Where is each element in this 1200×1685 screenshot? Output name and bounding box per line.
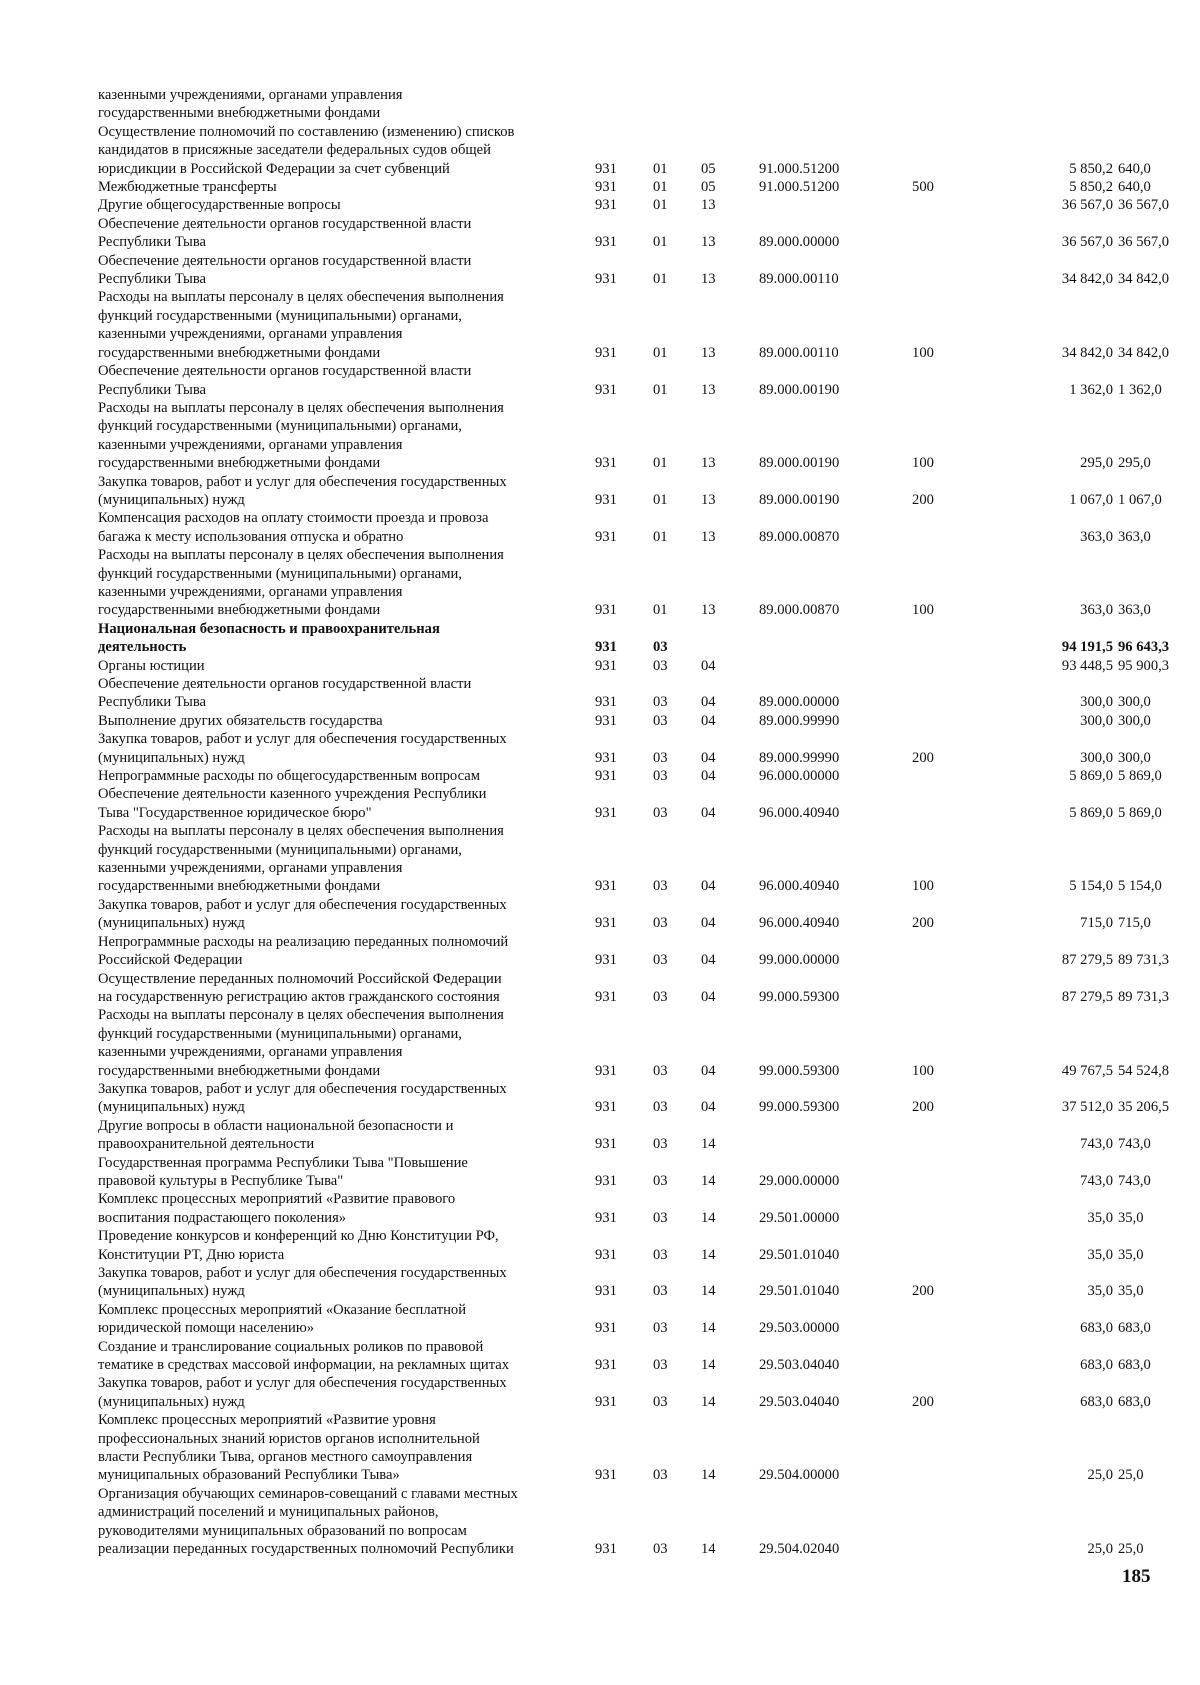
row-description: Государственная программа Республики Тыва "Повышение правовой культуры в Республике Тыва" [98, 1154, 468, 1189]
subsection-code: 04 [701, 915, 716, 932]
ministry-code: 931 [595, 915, 617, 932]
target-article-code: 29.503.04040 [759, 1393, 840, 1410]
row-description: Закупка товаров, работ и услуг для обеспечения государственных (муниципальных) нужд [98, 731, 507, 766]
subsection-code: 13 [701, 344, 716, 361]
table-row [98, 822, 1162, 896]
table-row [98, 970, 1170, 1007]
amount-year-1: 34 842,0 [1061, 271, 1113, 288]
amount-year-1: 35,0 [1087, 1246, 1113, 1263]
row-description: Выполнение других обязательств государства [98, 712, 383, 729]
section-code: 03 [653, 1393, 668, 1410]
section-code: 03 [653, 878, 668, 895]
amount-year-1: 49 767,5 [1061, 1062, 1113, 1079]
subsection-code: 04 [701, 694, 716, 711]
amount-year-2: 683,0 [1118, 1393, 1151, 1410]
row-description: Другие общегосударственные вопросы [98, 197, 341, 214]
ministry-code: 931 [595, 712, 617, 729]
amount-year-1: 94 191,5 [1061, 639, 1113, 656]
amount-year-1: 25,0 [1087, 1467, 1113, 1484]
amount-year-2: 363,0 [1118, 528, 1151, 545]
row-description: Компенсация расходов на оплату стоимости проезда и провоза багажа к месту использования отпуска и обратно [98, 510, 489, 545]
target-article-code: 29.501.01040 [759, 1283, 840, 1300]
amount-year-2: 36 567,0 [1118, 197, 1170, 214]
row-description: Расходы на выплаты персоналу в целях обеспечения выполнения функций государственными (муниципальными) органами, казенными учреждениями, органами управления государственными внебюджетными фондами [98, 547, 504, 619]
subsection-code: 04 [701, 712, 716, 729]
amount-year-1: 683,0 [1080, 1320, 1113, 1337]
ministry-code: 931 [595, 1467, 617, 1484]
row-description: Национальная безопасность и правоохранительная деятельность [98, 620, 440, 656]
row-description: Проведение конкурсов и конференций ко Дню Конституции РФ, Конституции РТ, Дню юриста [98, 1228, 499, 1263]
amount-year-2: 34 842,0 [1118, 344, 1170, 361]
ministry-code: 931 [595, 271, 617, 288]
subsection-code: 13 [701, 491, 716, 508]
table-row [98, 288, 1170, 362]
ministry-code: 931 [595, 528, 617, 545]
table-row [98, 1374, 1158, 1411]
expense-type-code: 100 [912, 344, 934, 361]
ministry-code: 931 [595, 179, 617, 196]
table-row [98, 1485, 1158, 1559]
row-description: Непрограммные расходы на реализацию переданных полномочий Российской Федерации [98, 933, 509, 969]
amount-year-2: 95 900,3 [1118, 657, 1170, 674]
row-description: Расходы на выплаты персоналу в целях обеспечения выполнения функций государственными (муниципальными) органами, казенными учреждениями, органами управления государственными внебюджетными фондами [98, 823, 504, 895]
row-description: Закупка товаров, работ и услуг для обеспечения государственных (муниципальных) нужд [98, 896, 507, 932]
amount-year-2: 295,0 [1118, 455, 1151, 472]
section-code: 03 [653, 768, 668, 785]
amount-year-2: 36 567,0 [1118, 234, 1170, 251]
row-description: Расходы на выплаты персоналу в целях обеспечения выполнения функций государственными (муниципальными) органами, казенными учреждениями, органами управления государственными внебюджетными фондами [98, 289, 504, 361]
table-row [98, 1301, 1158, 1338]
row-description: Органы юстиции [98, 657, 205, 674]
row-description: Обеспечение деятельности органов государственной власти Республики Тыва [98, 363, 472, 398]
subsection-code: 13 [701, 602, 716, 619]
subsection-code: 04 [701, 1062, 716, 1079]
amount-year-1: 1 067,0 [1069, 491, 1113, 508]
amount-year-2: 25,0 [1118, 1541, 1144, 1558]
subsection-code: 14 [701, 1246, 716, 1263]
subsection-code: 04 [701, 952, 716, 969]
row-description: Другие вопросы в области национальной безопасности и правоохранительной деятельности [98, 1117, 454, 1153]
target-article-code: 91.000.51200 [759, 179, 840, 196]
ministry-code: 931 [595, 1393, 617, 1410]
target-article-code: 99.000.59300 [759, 1099, 840, 1116]
table-row [98, 767, 1162, 785]
ministry-code: 931 [595, 768, 617, 785]
section-code: 03 [653, 1172, 668, 1189]
ministry-code: 931 [595, 1209, 617, 1226]
ministry-code: 931 [595, 804, 617, 821]
amount-year-1: 1 362,0 [1069, 381, 1113, 398]
table-row [98, 1264, 1158, 1301]
amount-year-1: 36 567,0 [1061, 234, 1113, 251]
row-description: Межбюджетные трансферты [98, 179, 277, 196]
amount-year-1: 5 154,0 [1069, 878, 1113, 895]
subsection-code: 13 [701, 271, 716, 288]
amount-year-1: 715,0 [1080, 915, 1113, 932]
subsection-code: 05 [701, 160, 716, 177]
subsection-code: 13 [701, 234, 716, 251]
amount-year-2: 5 869,0 [1118, 804, 1162, 821]
ministry-code: 931 [595, 1172, 617, 1189]
amount-year-1: 25,0 [1087, 1541, 1113, 1558]
target-article-code: 29.000.00000 [759, 1172, 840, 1189]
section-code: 01 [653, 179, 668, 196]
amount-year-2: 5 869,0 [1118, 768, 1162, 785]
section-code: 03 [653, 1357, 668, 1374]
target-article-code: 99.000.59300 [759, 1062, 840, 1079]
table-row [98, 657, 1170, 675]
table-row [98, 1080, 1170, 1117]
subsection-code: 14 [701, 1357, 716, 1374]
row-description: Обеспечение деятельности органов государственной власти Республики Тыва [98, 252, 472, 288]
subsection-code: 14 [701, 1136, 716, 1153]
subsection-code: 14 [701, 1393, 716, 1410]
amount-year-1: 37 512,0 [1061, 1099, 1113, 1116]
subsection-code: 14 [701, 1320, 716, 1337]
target-article-code: 89.000.00870 [759, 602, 840, 619]
ministry-code: 931 [595, 1357, 617, 1374]
amount-year-1: 683,0 [1080, 1393, 1113, 1410]
row-description: Осуществление полномочий по составлению (изменению) списков кандидатов в присяжные заседатели федеральных судов общей юрисдикции в Российской Федерации за счет субвенций [98, 123, 515, 177]
ministry-code: 931 [595, 749, 617, 766]
table-row [98, 1154, 1158, 1191]
target-article-code: 29.503.00000 [759, 1320, 840, 1337]
section-code: 01 [653, 344, 668, 361]
amount-year-1: 300,0 [1080, 694, 1113, 711]
amount-year-1: 363,0 [1080, 602, 1113, 619]
target-article-code: 96.000.40940 [759, 915, 840, 932]
subsection-code: 14 [701, 1172, 716, 1189]
subsection-code: 13 [701, 381, 716, 398]
ministry-code: 931 [595, 234, 617, 251]
table-row [98, 712, 1158, 730]
amount-year-1: 300,0 [1080, 712, 1113, 729]
section-code: 01 [653, 528, 668, 545]
amount-year-2: 25,0 [1118, 1467, 1144, 1484]
subsection-code: 14 [701, 1283, 716, 1300]
target-article-code: 89.000.00190 [759, 455, 840, 472]
section-code: 03 [653, 1283, 668, 1300]
row-description: казенными учреждениями, органами управления государственными внебюджетными фондами [98, 87, 403, 122]
target-article-code: 29.501.00000 [759, 1209, 840, 1226]
ministry-code: 931 [595, 657, 617, 674]
section-code: 03 [653, 1136, 668, 1153]
row-description: Создание и транслирование социальных роликов по правовой тематике в средствах массовой информации, на рекламных щитах [98, 1338, 510, 1374]
row-description: Обеспечение деятельности казенного учреждения Республики Тыва "Государственное юридическое бюро" [98, 786, 487, 821]
amount-year-2: 300,0 [1118, 712, 1151, 729]
ministry-code: 931 [595, 878, 617, 895]
amount-year-1: 743,0 [1080, 1172, 1113, 1189]
ministry-code: 931 [595, 455, 617, 472]
ministry-code: 931 [595, 694, 617, 711]
table-row [98, 1117, 1158, 1154]
subsection-code: 13 [701, 528, 716, 545]
row-description: Комплекс процессных мероприятий «Развитие правового воспитания подрастающего поколения» [98, 1191, 456, 1226]
ministry-code: 931 [595, 1320, 617, 1337]
table-row [98, 362, 1162, 399]
amount-year-2: 363,0 [1118, 602, 1151, 619]
subsection-code: 04 [701, 878, 716, 895]
table-row [98, 546, 1158, 620]
ministry-code: 931 [595, 491, 617, 508]
table-row [98, 785, 1162, 822]
amount-year-2: 683,0 [1118, 1320, 1151, 1337]
section-code: 03 [653, 1541, 668, 1558]
ministry-code: 931 [595, 160, 617, 177]
subsection-code: 04 [701, 768, 716, 785]
table-row [98, 1227, 1158, 1264]
target-article-code: 89.000.99990 [759, 712, 840, 729]
expense-type-code: 100 [912, 878, 934, 895]
row-description: Обеспечение деятельности органов государственной власти Республики Тыва [98, 215, 472, 251]
section-code: 03 [653, 657, 668, 674]
row-description: Закупка товаров, работ и услуг для обеспечения государственных (муниципальных) нужд [98, 473, 507, 508]
target-article-code: 89.000.00000 [759, 234, 840, 251]
expense-type-code: 200 [912, 1283, 934, 1300]
section-code: 01 [653, 234, 668, 251]
subsection-code: 13 [701, 197, 716, 214]
ministry-code: 931 [595, 988, 617, 1005]
section-code: 03 [653, 915, 668, 932]
amount-year-2: 683,0 [1118, 1357, 1151, 1374]
section-code: 03 [653, 639, 668, 656]
amount-year-2: 34 842,0 [1118, 271, 1170, 288]
section-code: 03 [653, 952, 668, 969]
budget-table [98, 86, 1170, 1559]
table-row [98, 620, 1170, 657]
expense-type-code: 200 [912, 1099, 934, 1116]
expense-type-code: 100 [912, 1062, 934, 1079]
ministry-code: 931 [595, 1541, 617, 1558]
table-row [98, 178, 1158, 196]
subsection-code: 14 [701, 1209, 716, 1226]
subsection-code: 13 [701, 455, 716, 472]
table-row [98, 1338, 1158, 1375]
section-code: 01 [653, 381, 668, 398]
table-row [98, 1190, 1158, 1227]
section-code: 03 [653, 1246, 668, 1263]
target-article-code: 89.000.00190 [759, 491, 840, 508]
table-row [98, 933, 1170, 970]
amount-year-2: 5 154,0 [1118, 878, 1162, 895]
ministry-code: 931 [595, 602, 617, 619]
amount-year-2: 743,0 [1118, 1172, 1151, 1189]
section-code: 03 [653, 1099, 668, 1116]
amount-year-1: 93 448,5 [1061, 657, 1113, 674]
amount-year-2: 54 524,8 [1118, 1062, 1170, 1079]
amount-year-2: 96 643,3 [1118, 639, 1170, 656]
amount-year-1: 683,0 [1080, 1357, 1113, 1374]
table-row [98, 675, 1158, 712]
amount-year-2: 743,0 [1118, 1136, 1151, 1153]
expense-type-code: 200 [912, 749, 934, 766]
target-article-code: 96.000.40940 [759, 878, 840, 895]
amount-year-2: 715,0 [1118, 915, 1151, 932]
row-description: Непрограммные расходы по общегосударственным вопросам [98, 768, 480, 785]
expense-type-code: 100 [912, 602, 934, 619]
row-description: Закупка товаров, работ и услуг для обеспечения государственных (муниципальных) нужд [98, 1265, 507, 1300]
amount-year-1: 743,0 [1080, 1136, 1113, 1153]
expense-type-code: 500 [912, 179, 934, 196]
target-article-code: 89.000.99990 [759, 749, 840, 766]
amount-year-1: 5 850,2 [1069, 179, 1113, 196]
ministry-code: 931 [595, 1246, 617, 1263]
section-code: 01 [653, 602, 668, 619]
target-article-code: 96.000.00000 [759, 768, 840, 785]
subsection-code: 05 [701, 179, 716, 196]
target-article-code: 89.000.00110 [759, 271, 839, 288]
row-description: Комплекс процессных мероприятий «Оказание бесплатной юридической помощи населению» [98, 1301, 467, 1337]
ministry-code: 931 [595, 197, 617, 214]
target-article-code: 29.501.01040 [759, 1246, 840, 1263]
amount-year-2: 35,0 [1118, 1246, 1144, 1263]
amount-year-2: 35,0 [1118, 1209, 1144, 1226]
amount-year-1: 5 850,2 [1069, 160, 1113, 177]
section-code: 01 [653, 197, 668, 214]
target-article-code: 89.000.00110 [759, 344, 839, 361]
section-code: 03 [653, 712, 668, 729]
amount-year-2: 640,0 [1118, 179, 1151, 196]
ministry-code: 931 [595, 344, 617, 361]
ministry-code: 931 [595, 639, 617, 656]
row-description: Расходы на выплаты персоналу в целях обеспечения выполнения функций государственными (муниципальными) органами, казенными учреждениями, органами управления государственными внебюджетными фондами [98, 1007, 504, 1079]
section-code: 03 [653, 694, 668, 711]
target-article-code: 29.504.00000 [759, 1467, 840, 1484]
section-code: 03 [653, 804, 668, 821]
section-code: 03 [653, 1320, 668, 1337]
expense-type-code: 200 [912, 491, 934, 508]
section-code: 01 [653, 491, 668, 508]
row-description: Закупка товаров, работ и услуг для обеспечения государственных (муниципальных) нужд [98, 1375, 507, 1410]
table-row [98, 1411, 1158, 1485]
table-row [98, 252, 1170, 289]
amount-year-2: 1 067,0 [1118, 491, 1162, 508]
amount-year-1: 34 842,0 [1061, 344, 1113, 361]
amount-year-1: 87 279,5 [1061, 952, 1113, 969]
section-code: 03 [653, 1467, 668, 1484]
amount-year-2: 640,0 [1118, 160, 1151, 177]
page-number: 185 [1122, 1566, 1151, 1587]
ministry-code: 931 [595, 1099, 617, 1116]
row-description: Осуществление переданных полномочий Российской Федерации на государственную регистрацию актов гражданского состояния [98, 970, 502, 1005]
row-description: Обеспечение деятельности органов государственной власти Республики Тыва [98, 676, 472, 711]
subsection-code: 14 [701, 1541, 716, 1558]
expense-type-code: 100 [912, 455, 934, 472]
subsection-code: 04 [701, 804, 716, 821]
section-code: 03 [653, 749, 668, 766]
ministry-code: 931 [595, 381, 617, 398]
target-article-code: 99.000.59300 [759, 988, 840, 1005]
expense-type-code: 200 [912, 915, 934, 932]
target-article-code: 89.000.00000 [759, 694, 840, 711]
amount-year-1: 36 567,0 [1061, 197, 1113, 214]
target-article-code: 89.000.00870 [759, 528, 840, 545]
table-row [98, 896, 1158, 933]
subsection-code: 04 [701, 988, 716, 1005]
table-row [98, 730, 1158, 767]
section-code: 01 [653, 271, 668, 288]
amount-year-2: 89 731,3 [1118, 952, 1170, 969]
subsection-code: 04 [701, 749, 716, 766]
amount-year-1: 35,0 [1087, 1283, 1113, 1300]
subsection-code: 04 [701, 1099, 716, 1116]
section-code: 03 [653, 1062, 668, 1079]
amount-year-1: 5 869,0 [1069, 804, 1113, 821]
amount-year-1: 300,0 [1080, 749, 1113, 766]
amount-year-2: 300,0 [1118, 694, 1151, 711]
target-article-code: 29.503.04040 [759, 1357, 840, 1374]
amount-year-1: 295,0 [1080, 455, 1113, 472]
row-description: Организация обучающих семинаров-совещаний с главами местных администраций поселений и муниципальных районов, руководителями муниципальных образований по вопросам реализации переданных государственных полномочий Республики [98, 1485, 518, 1558]
target-article-code: 96.000.40940 [759, 804, 840, 821]
row-description: Расходы на выплаты персоналу в целях обеспечения выполнения функций государственными (муниципальными) органами, казенными учреждениями, органами управления государственными внебюджетными фондами [98, 399, 504, 472]
amount-year-2: 300,0 [1118, 749, 1151, 766]
table-row [98, 196, 1170, 214]
table-row [98, 473, 1162, 510]
table-row [98, 215, 1170, 252]
amount-year-1: 35,0 [1087, 1209, 1113, 1226]
amount-year-2: 35,0 [1118, 1283, 1144, 1300]
table-row [98, 86, 1158, 123]
section-code: 03 [653, 1209, 668, 1226]
table-row [98, 509, 1158, 546]
ministry-code: 931 [595, 952, 617, 969]
subsection-code: 04 [701, 657, 716, 674]
subsection-code: 14 [701, 1467, 716, 1484]
amount-year-1: 87 279,5 [1061, 988, 1113, 1005]
table-row [98, 123, 1158, 178]
row-description: Закупка товаров, работ и услуг для обеспечения государственных (муниципальных) нужд [98, 1080, 507, 1116]
amount-year-2: 1 362,0 [1118, 381, 1162, 398]
section-code: 01 [653, 160, 668, 177]
amount-year-1: 363,0 [1080, 528, 1113, 545]
table-row [98, 399, 1158, 473]
target-article-code: 99.000.00000 [759, 952, 840, 969]
amount-year-2: 89 731,3 [1118, 988, 1170, 1005]
target-article-code: 91.000.51200 [759, 160, 840, 177]
amount-year-2: 35 206,5 [1118, 1099, 1170, 1116]
section-code: 03 [653, 988, 668, 1005]
amount-year-1: 5 869,0 [1069, 768, 1113, 785]
target-article-code: 89.000.00190 [759, 381, 840, 398]
ministry-code: 931 [595, 1062, 617, 1079]
table-row [98, 1006, 1170, 1080]
expense-type-code: 200 [912, 1393, 934, 1410]
row-description: Комплекс процессных мероприятий «Развитие уровня профессиональных знаний юристов органов исполнительной власти Республики Тыва, органов местного самоуправления муниципальных образований Республики Тыва» [98, 1412, 480, 1484]
section-code: 01 [653, 455, 668, 472]
target-article-code: 29.504.02040 [759, 1541, 840, 1558]
ministry-code: 931 [595, 1136, 617, 1153]
ministry-code: 931 [595, 1283, 617, 1300]
